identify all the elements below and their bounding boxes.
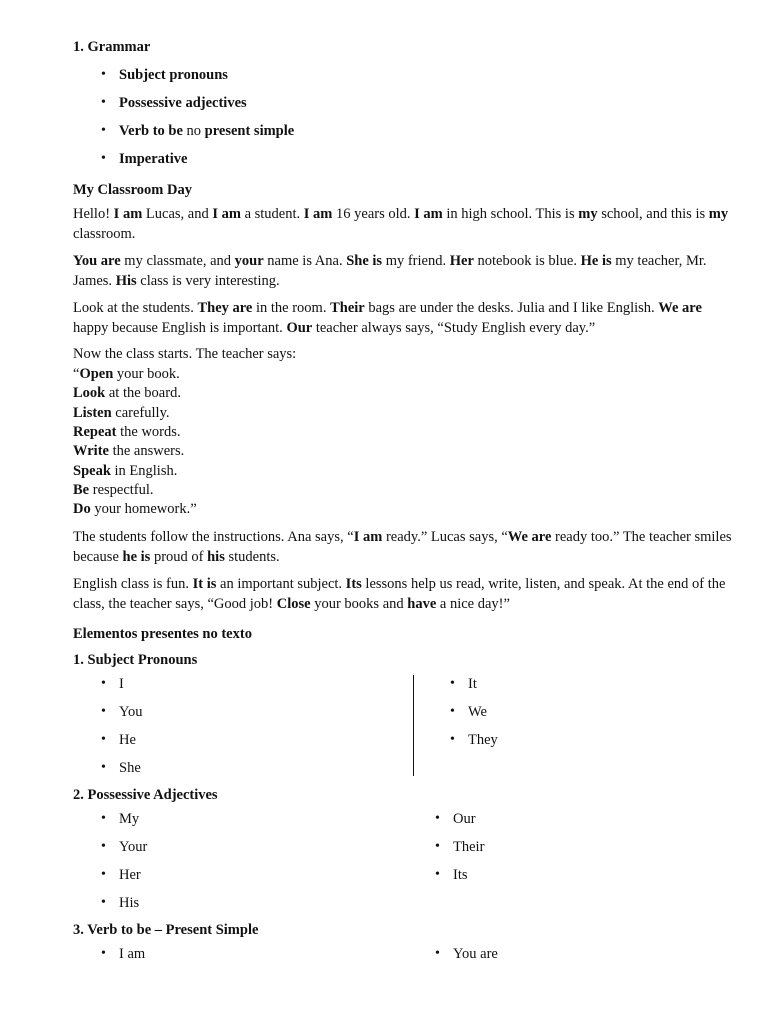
- text-run: Hello!: [73, 206, 114, 222]
- possessive-adjectives-heading: 2. Possessive Adjectives: [73, 787, 218, 803]
- text-run: my friend.: [382, 253, 450, 269]
- bold-text: We are: [507, 529, 552, 545]
- text-run: a nice day!”: [436, 595, 510, 612]
- bold-text: your: [234, 253, 264, 269]
- bullet-icon: •: [450, 732, 455, 747]
- list-item: You: [119, 704, 143, 720]
- text-run: English class is fun.: [73, 576, 193, 592]
- bold-text: Subject pronouns: [119, 67, 228, 83]
- text-run: proud of: [150, 548, 208, 565]
- list-item: [119, 123, 294, 140]
- bold-text: I am: [113, 206, 143, 222]
- text-run: school, and this is: [597, 206, 709, 222]
- list-item: Their: [453, 839, 485, 855]
- bold-text: I am: [212, 206, 241, 222]
- command-line: [73, 482, 154, 499]
- bold-text: Close: [276, 595, 311, 612]
- list-item: You are: [453, 946, 498, 962]
- story-paragraph: [73, 575, 733, 614]
- text-run: name is Ana.: [263, 253, 347, 269]
- bold-text: Verb to be: [119, 123, 183, 139]
- bullet-icon: •: [435, 867, 440, 882]
- list-item: I am: [119, 946, 146, 962]
- story-paragraph: [73, 528, 733, 567]
- bold-text: We are: [658, 300, 702, 316]
- text-run: in English.: [110, 462, 178, 479]
- text-run: ready too.” The teacher smiles because: [73, 529, 732, 565]
- text-run: class is very interesting.: [136, 272, 280, 289]
- list-item: He: [119, 732, 136, 748]
- text-run: a student.: [240, 206, 304, 222]
- command-line: [73, 385, 181, 402]
- bold-text: Their: [330, 300, 365, 316]
- bold-text: Look: [73, 385, 106, 402]
- bullet-icon: •: [435, 946, 440, 961]
- text-run: in the room.: [252, 300, 331, 316]
- grammar-heading: 1. Grammar: [73, 39, 151, 55]
- list-item: [119, 151, 187, 168]
- text-run: the words.: [116, 423, 181, 440]
- column-divider: [413, 675, 414, 776]
- bold-text: present simple: [204, 123, 295, 139]
- list-item: We: [468, 704, 487, 720]
- commands-intro: Now the class starts. The teacher says:: [73, 346, 297, 362]
- bold-text: I am: [303, 206, 333, 222]
- text-run: no: [182, 123, 205, 139]
- text-run: Look at the students.: [73, 300, 198, 316]
- story-title: My Classroom Day: [73, 182, 192, 198]
- bold-text: have: [407, 595, 437, 612]
- text-run: “: [73, 366, 80, 382]
- text-run: the answers.: [108, 443, 185, 460]
- list-item: Our: [453, 811, 476, 827]
- bullet-icon: •: [101, 95, 106, 110]
- bold-text: She is: [346, 253, 383, 269]
- story-paragraph: [73, 252, 733, 291]
- story-paragraph: [73, 205, 733, 244]
- bold-text: Do: [73, 501, 91, 518]
- elements-title: Elementos presentes no texto: [73, 626, 252, 642]
- bold-text: Our: [286, 319, 313, 336]
- bold-text: my: [708, 206, 729, 222]
- list-item: She: [119, 760, 141, 776]
- text-run: your books and: [310, 595, 408, 612]
- bold-text: Her: [449, 253, 474, 269]
- list-item: My: [119, 811, 140, 827]
- command-line: [73, 424, 181, 441]
- verb-to-be-heading: 3. Verb to be – Present Simple: [73, 922, 259, 938]
- text-run: in high school. This is: [442, 206, 579, 222]
- bullet-icon: •: [101, 704, 106, 719]
- list-item: His: [119, 895, 140, 911]
- bullet-icon: •: [101, 151, 106, 166]
- bold-text: He is: [580, 253, 612, 269]
- text-run: your homework.”: [90, 501, 197, 518]
- bullet-icon: •: [101, 67, 106, 82]
- text-run: your book.: [113, 366, 180, 382]
- list-item: Its: [453, 867, 468, 883]
- text-run: carefully.: [111, 404, 170, 421]
- text-run: notebook is blue.: [473, 253, 581, 269]
- text-run: an important subject.: [216, 576, 346, 592]
- story-paragraph: [73, 299, 733, 338]
- bold-text: Write: [73, 443, 109, 460]
- bullet-icon: •: [101, 811, 106, 826]
- command-line: [73, 501, 197, 518]
- command-line: [73, 463, 177, 480]
- bullet-icon: •: [435, 811, 440, 826]
- text-run: respectful.: [89, 481, 154, 498]
- text-run: The students follow the instructions. Ana says, “: [73, 529, 354, 545]
- text-run: ready.” Lucas says, “: [382, 529, 508, 545]
- list-item: [119, 67, 228, 84]
- bold-text: They are: [197, 300, 253, 316]
- bold-text: Possessive adjectives: [119, 95, 247, 111]
- bold-text: I am: [353, 529, 383, 545]
- bullet-icon: •: [101, 676, 106, 691]
- text-run: my teacher, Mr. James.: [73, 253, 707, 289]
- bold-text: my: [578, 206, 598, 222]
- list-item: Her: [119, 867, 141, 883]
- list-item: They: [468, 732, 498, 748]
- text-run: bags are under the desks. Julia and I like English.: [364, 300, 659, 316]
- bold-text: Imperative: [119, 151, 188, 167]
- list-item: It: [468, 676, 477, 692]
- bullet-icon: •: [101, 760, 106, 775]
- command-line: [73, 443, 184, 460]
- bullet-icon: •: [101, 732, 106, 747]
- bullet-icon: •: [450, 704, 455, 719]
- text-run: students.: [224, 548, 280, 565]
- bold-text: It is: [192, 576, 217, 592]
- text-run: happy because English is important.: [73, 319, 287, 336]
- bullet-icon: •: [101, 867, 106, 882]
- command-line: [73, 366, 180, 383]
- list-item: [119, 95, 247, 112]
- bold-text: Be: [73, 481, 90, 498]
- text-run: my classmate, and: [120, 253, 235, 269]
- bold-text: You are: [73, 253, 121, 269]
- text-run: teacher always says, “Study English every day.”: [312, 319, 596, 336]
- bold-text: Speak: [73, 462, 111, 479]
- bold-text: he is: [122, 548, 151, 565]
- bullet-icon: •: [101, 946, 106, 961]
- bold-text: His: [115, 272, 137, 289]
- text-run: classroom.: [73, 225, 136, 242]
- list-item: I: [119, 676, 124, 692]
- text-run: 16 years old.: [332, 206, 415, 222]
- bullet-icon: •: [101, 839, 106, 854]
- bold-text: Its: [345, 576, 362, 592]
- bullet-icon: •: [450, 676, 455, 691]
- bullet-icon: •: [101, 895, 106, 910]
- bold-text: his: [207, 548, 225, 565]
- text-run: at the board.: [105, 385, 181, 402]
- bold-text: Listen: [73, 404, 112, 421]
- text-run: lessons help us read, write, listen, and speak. At the end of the class, the teacher says, “Good job!: [73, 576, 726, 612]
- bold-text: Open: [79, 366, 114, 382]
- bullet-icon: •: [435, 839, 440, 854]
- bold-text: Repeat: [73, 423, 117, 440]
- command-line: [73, 405, 170, 422]
- subject-pronouns-heading: 1. Subject Pronouns: [73, 652, 198, 668]
- text-run: Lucas, and: [142, 206, 213, 222]
- bold-text: I am: [414, 206, 443, 222]
- list-item: Your: [119, 839, 148, 855]
- bullet-icon: •: [101, 123, 106, 138]
